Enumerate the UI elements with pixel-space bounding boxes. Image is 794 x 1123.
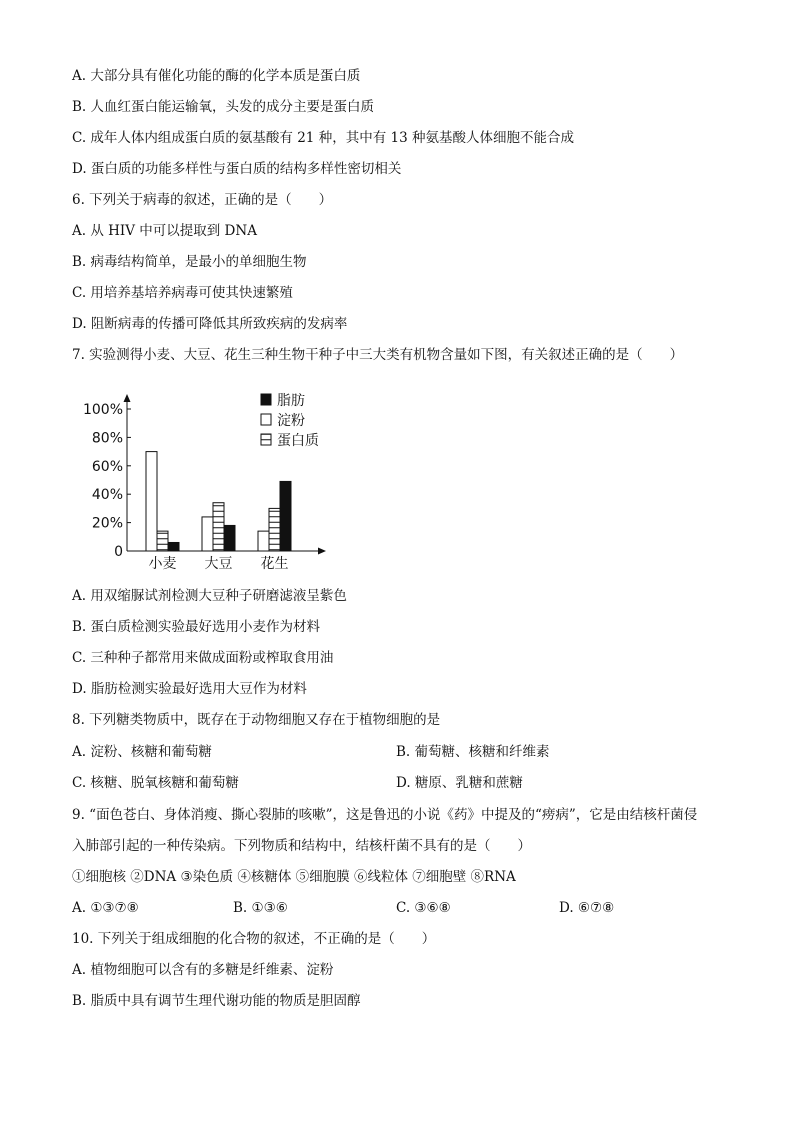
x-category-label: 小麦 (148, 556, 177, 572)
q7-option-b: B. 蛋白质检测实验最好选用小麦作为材料 (72, 619, 321, 635)
q10-stem: 10. 下列关于组成细胞的化合物的叙述，不正确的是（ ） (72, 931, 436, 947)
legend-label: 蛋白质 (277, 433, 319, 449)
q8-option-b: B. 葡萄糖、核糖和纤维素 (396, 744, 550, 760)
q9-option-a: A. ①③⑦⑧ (72, 900, 139, 916)
bar-蛋白质-大豆 (213, 503, 224, 551)
q9-stem-line2: 入肺部引起的一种传染病。下列物质和结构中，结核杆菌不具有的是（ ） (72, 838, 531, 854)
y-tick-label: 80% (91, 430, 123, 447)
bar-脂肪-大豆 (224, 525, 235, 551)
q6-option-d: D. 阻断病毒的传播可降低其所致疾病的发病率 (72, 316, 348, 332)
bar-蛋白质-小麦 (157, 531, 168, 551)
q8-option-d: D. 糖原、乳糖和蔗糖 (396, 775, 523, 791)
y-axis-arrow (124, 394, 131, 402)
q7-option-a: A. 用双缩脲试剂检测大豆种子研磨滤液呈紫色 (72, 588, 347, 604)
legend-label: 淀粉 (277, 413, 305, 429)
q10-option-a: A. 植物细胞可以含有的多糖是纤维素、淀粉 (72, 962, 334, 978)
q5-option-a: A. 大部分具有催化功能的酶的化学本质是蛋白质 (72, 68, 361, 84)
q6-option-b: B. 病毒结构简单，是最小的单细胞生物 (72, 254, 307, 270)
q9-option-b: B. ①③⑥ (233, 900, 288, 916)
q9-items: ①细胞核 ②DNA ③染色质 ④核糖体 ⑤细胞膜 ⑥线粒体 ⑦细胞壁 ⑧RNA (72, 869, 516, 885)
q7-stem: 7. 实验测得小麦、大豆、花生三种生物干种子中三大类有机物含量如下图，有关叙述正确的是（ ） (72, 347, 684, 363)
y-tick-label: 100% (82, 402, 123, 418)
bar-蛋白质-花生 (269, 508, 280, 551)
chart-bars (146, 452, 291, 551)
bar-脂肪-花生 (280, 481, 291, 551)
q7-option-d: D. 脂肪检测实验最好选用大豆作为材料 (72, 681, 307, 697)
legend-swatch-淀粉 (261, 414, 271, 425)
y-tick-label: 20% (91, 515, 123, 532)
bar-淀粉-小麦 (146, 452, 157, 551)
q6-option-c: C. 用培养基培养病毒可使其快速繁殖 (72, 285, 293, 301)
q10-option-b: B. 脂质中具有调节生理代谢功能的物质是胆固醇 (72, 993, 361, 1009)
bar-淀粉-花生 (258, 531, 269, 551)
x-category-label: 大豆 (204, 556, 233, 572)
q7-option-c: C. 三种种子都常用来做成面粉或榨取食用油 (72, 650, 334, 666)
y-tick-label: 60% (91, 458, 123, 475)
q8-option-c: C. 核糖、脱氧核糖和葡萄糖 (72, 775, 239, 791)
q5-option-c: C. 成年人体内组成蛋白质的氨基酸有 21 种，其中有 13 种氨基酸人体细胞不能合成 (72, 130, 574, 146)
legend-label: 脂肪 (277, 393, 305, 409)
q6-option-a: A. 从 HIV 中可以提取到 DNA (72, 223, 257, 239)
y-tick-label: 0 (114, 544, 123, 560)
chart-legend (261, 392, 319, 449)
q9-stem-line1: 9. “面色苍白、身体消瘦、撕心裂肺的咳嗽”，这是鲁迅的小说《药》中提及的“痨病”，它是由结核杆菌侵 (72, 807, 698, 823)
bar-脂肪-小麦 (168, 542, 179, 551)
x-category-labels (149, 555, 289, 572)
q9-option-c: C. ③⑥⑧ (396, 900, 451, 916)
q8-option-a: A. 淀粉、核糖和葡萄糖 (72, 744, 212, 760)
x-category-label: 花生 (260, 556, 289, 572)
q5-option-b: B. 人血红蛋白能运输氧，头发的成分主要是蛋白质 (72, 99, 375, 115)
bar-淀粉-大豆 (202, 517, 213, 551)
q6-stem: 6. 下列关于病毒的叙述，正确的是（ ） (72, 192, 333, 208)
legend-swatch-蛋白质 (261, 434, 271, 445)
y-tick-label: 40% (91, 487, 123, 504)
legend-swatch-脂肪 (261, 394, 271, 405)
seed-composition-chart (66, 382, 346, 578)
q5-option-d: D. 蛋白质的功能多样性与蛋白质的结构多样性密切相关 (72, 161, 402, 177)
y-tick-labels (83, 402, 131, 560)
q9-option-d: D. ⑥⑦⑧ (559, 900, 615, 916)
q8-stem: 8. 下列糖类物质中，既存在于动物细胞又存在于植物细胞的是 (72, 712, 441, 728)
x-axis-arrow (318, 548, 326, 555)
